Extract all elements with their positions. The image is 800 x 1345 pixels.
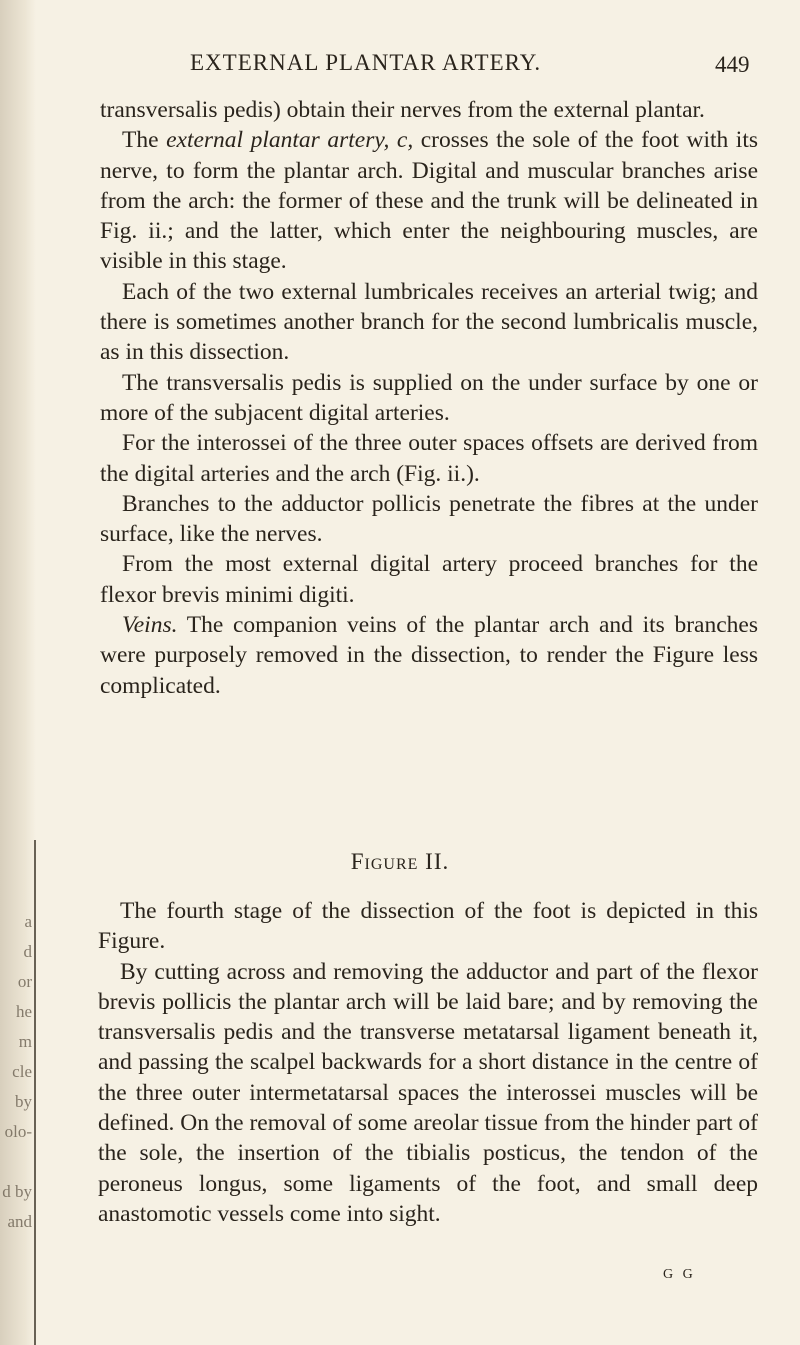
gutter-fragment: or bbox=[17, 972, 32, 991]
italic-term: external plantar artery, bbox=[166, 127, 390, 154]
paragraph-adductor: Branches to the adductor pollicis penetrate the fibres at the under surface, like the nerves. bbox=[100, 490, 758, 548]
gutter-fragment: he bbox=[15, 1002, 32, 1021]
signature-mark: G G bbox=[663, 1267, 696, 1282]
gutter-fragment: d bbox=[23, 942, 32, 961]
gutter-fragment: m bbox=[18, 1032, 32, 1051]
gutter-fragment: cle bbox=[12, 1062, 32, 1081]
paragraph-dissection: By cutting across and removing the adductor and part of the flexor brevis pollicis the plantar arch will be laid bare; and by removing the transversalis pedis and the transverse metatarsal ligament beneath it, and passing the scalpel backwards for a short distance in the centre of the three outer intermetatarsal spaces the interossei muscles will be defined. On the removal of some areolar tissue from the hinder part of the sole, the insertion of the tibialis posticus, the tendon of the peroneus longus, some ligaments of the foot, and small deep anastomotic vessels come into sight. bbox=[98, 958, 758, 1227]
paragraph-body: The companion veins of the plantar arch and its branches were purposely removed in the dissection, to render the Figure less complicated. bbox=[100, 612, 758, 699]
paragraph-fourth-stage: The fourth stage of the dissection of the foot is depicted in this Figure. bbox=[98, 898, 758, 955]
paragraph-body: crosses the sole of the foot with its nerve, to form the plantar arch. Digital and muscular branches arise from the arch: the former of these and the trunk will be delineated in Fig. ii.; and the latter, which enter the neighbouring muscles, are visible in this stage. bbox=[100, 127, 759, 275]
page-number: 449 bbox=[715, 52, 750, 77]
gutter-fragment: and bbox=[7, 1212, 32, 1231]
gutter-fragment: by bbox=[15, 1092, 32, 1111]
figure-heading bbox=[0, 849, 800, 875]
gutter-fragment: olo- bbox=[4, 1122, 32, 1141]
running-head: EXTERNAL PLANTAR ARTERY. bbox=[190, 50, 542, 75]
gutter-fragment: a bbox=[24, 912, 32, 931]
paragraph-flexor: From the most external digital artery proceed branches for the flexor brevis minimi digiti. bbox=[100, 551, 758, 608]
paragraph-prefix: The bbox=[122, 127, 167, 154]
italic-term: Veins. bbox=[122, 612, 178, 639]
binding-gutter bbox=[0, 0, 36, 1345]
paragraph-artery bbox=[100, 125, 758, 276]
figure-heading-text: Figure II. bbox=[350, 849, 450, 874]
paragraph-interossei: For the interossei of the three outer spaces offsets are derived from the digital arteries and the arch (Fig. ii.). bbox=[100, 430, 758, 487]
italic-letter: c, bbox=[389, 127, 414, 154]
paragraph-lumbricales: Each of the two external lumbricales receives an arterial twig; and there is sometimes another branch for the second lumbricalis muscle, as in this dissection. bbox=[100, 278, 758, 366]
gutter-fragment: d by bbox=[2, 1182, 32, 1201]
paragraph-continuation: transversalis pedis) obtain their nerves from the external plantar. bbox=[100, 97, 705, 123]
section-figure-two bbox=[98, 896, 758, 1229]
section-external-plantar-artery bbox=[100, 95, 758, 701]
paragraph-transversalis: The transversalis pedis is supplied on the under surface by one or more of the subjacent digital arteries. bbox=[100, 369, 758, 426]
gutter-rule bbox=[34, 840, 36, 1345]
paragraph-veins bbox=[100, 610, 758, 701]
